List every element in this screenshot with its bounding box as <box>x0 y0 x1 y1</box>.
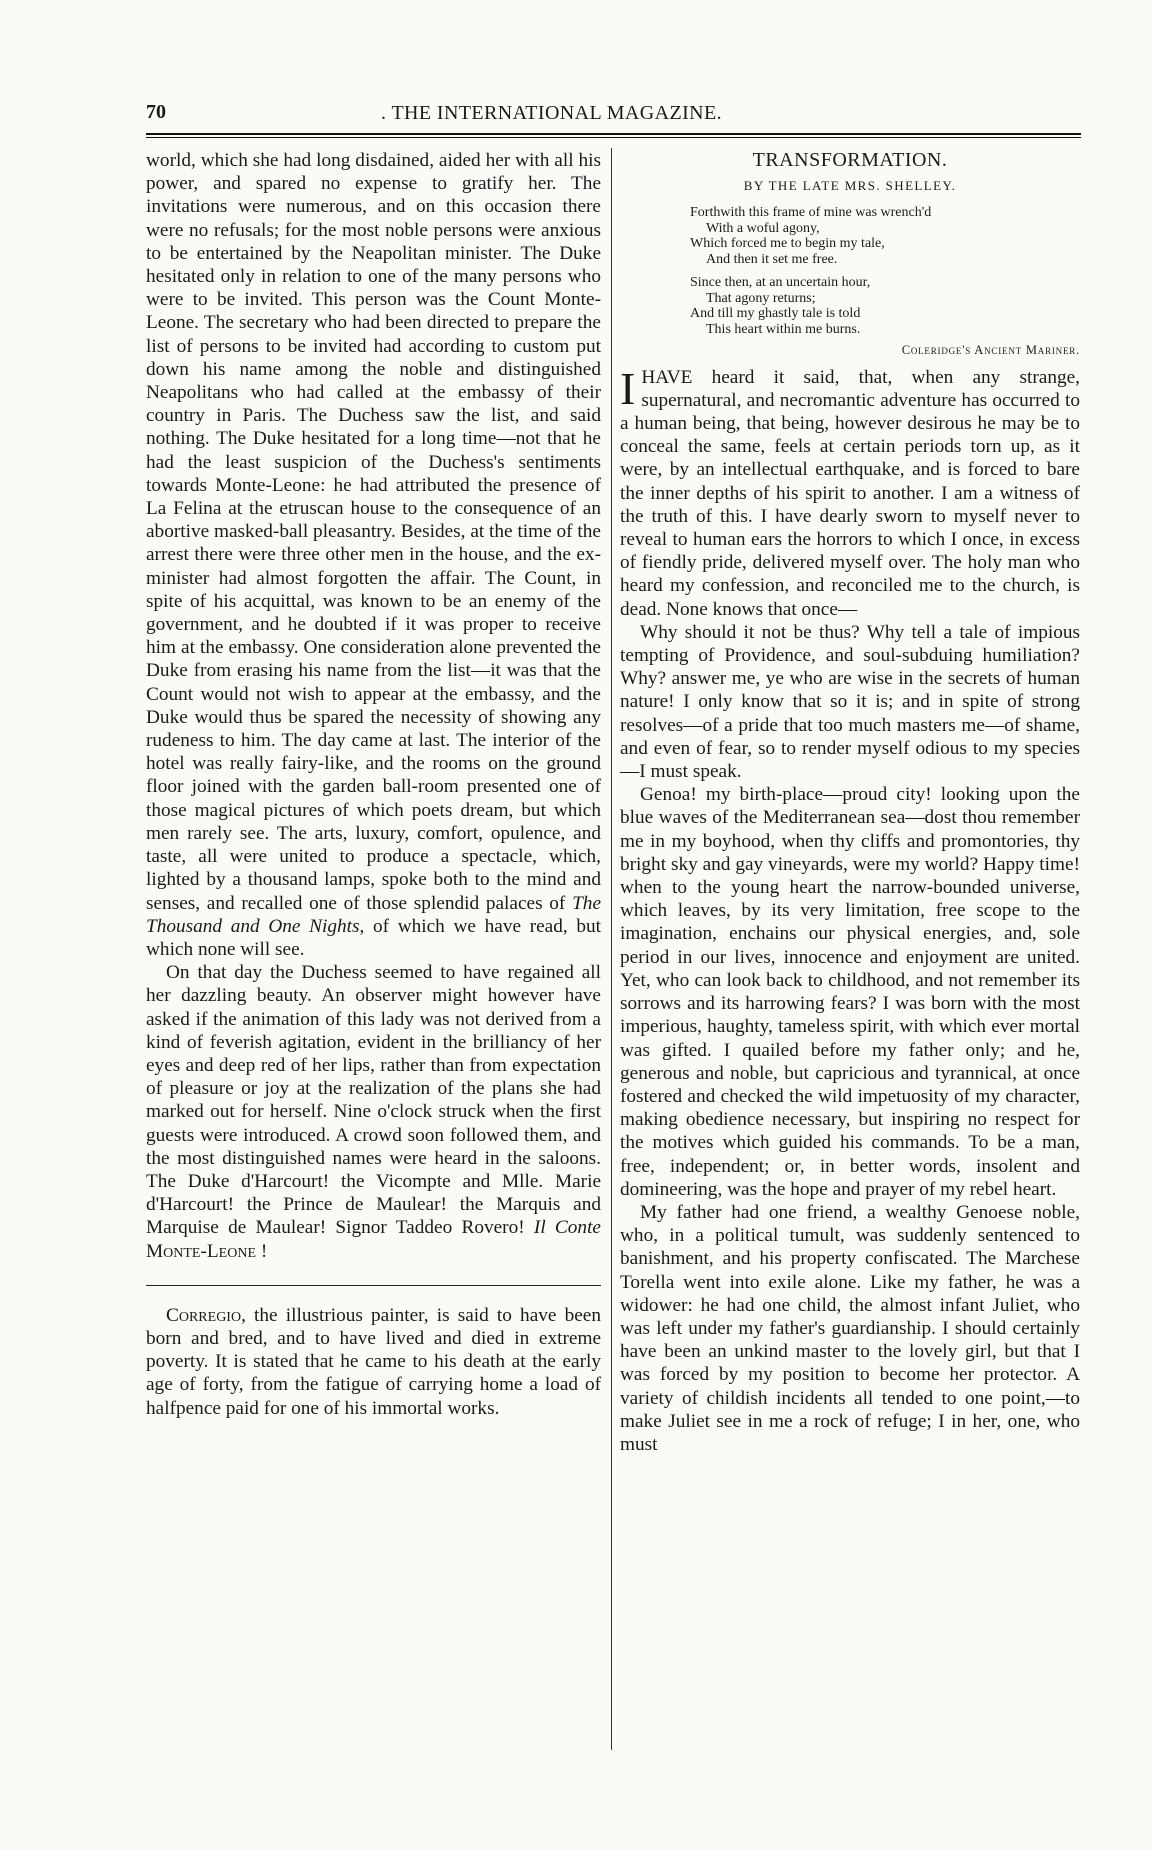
epigraph-line: And till my ghastly tale is told <box>690 306 861 322</box>
drop-cap: I <box>620 362 636 414</box>
closing-name: Monte-Leone <box>146 1240 256 1262</box>
right-paragraph-2: Why should it not be thus? Why tell a tale of impious tempting of Providence, and soul-subduing humiliation? Why? answer me, ye who are wise in the secrets of human nature! I only know that so it is; and in spite of strong resolves—of a pride that too much masters me—of shame, and even of fear, so to render myself odious to my species—I must speak. <box>620 621 1080 783</box>
epigraph <box>690 205 1080 337</box>
running-title: . THE INTERNATIONAL MAGAZINE. <box>381 102 722 124</box>
epigraph-line: Forthwith this frame of mine was wrench'd <box>690 205 932 221</box>
epigraph-line: With a woful agony, <box>706 220 820 236</box>
right-paragraph-1: IHAVE heard it said, that, when any strange, supernatural, and necromantic adventure has occurred to a human being, that being, however desirous he may be to conceal the same, feels at certain periods torn up, as it were, by an intellectual earthquake, and is forced to bare the inner depths of his spirit to another. I am a witness of the truth of this. I have dearly sworn to myself never to reveal to human ears the horrors to which I once, in excess of fiendly pride, delivered myself over. The holy man who heard my confession, and reconciled me to the church, is dead. None knows that once— <box>620 362 1080 620</box>
epigraph-line: And then it set me free. <box>706 251 838 267</box>
right-paragraph-3: Genoa! my birth-place—proud city! looking upon the blue waves of the Mediterranean sea—dost thou remember me in my boyhood, when thy cliffs and promontories, thy bright sky and gay vineyards, were my world? Happy time! when to the young heart the narrow-bounded universe, which leaves, by its very limitation, free scope to the imagination, enchains our physical energies, and, sole period in our lives, innocence and enjoyment are united. Yet, who can look back to childhood, and not remember its sorrows and its harrowing fears? I was born with the most imperious, haughty, tameless spirit, with which ever mortal was gifted. I quailed before my father only; and he, generous and noble, but capricious and tyrannical, at once fostered and checked the wild impetuosity of my character, making obedience necessary, but inspiring no respect for the motives which guided his commands. To be a man, free, independent; or, in better words, insolent and domineering, was the hope and prayer of my rebel heart. <box>620 784 1080 1200</box>
right-column <box>620 149 1080 1456</box>
epigraph-line: Which forced me to begin my tale, <box>690 236 885 252</box>
page-number: 70 <box>146 101 166 123</box>
left-paragraph-1: world, which she had long disdained, aided her with all his power, and spared no expense to gratify her. The invitations were numerous, and on this occasion there were no refusals; for the most noble persons were anxious to be entertained by the Neapolitan minister. The Duke hesitated only in relation to one of the many persons who were to be invited. This person was the Count Monte-Leone. The secretary who had been directed to prepare the list of persons to be invited had according to custom put down his name among the noble and distinguished Neapolitans who had called at the embassy of their country in Paris. The Duchess saw the list, and said nothing. The Duke hesitated for a long time—not that he had the least suspicion of the Duchess's sentiments towards Monte-Leone: he had attributed the presence of La Felina at the etruscan house to the consequence of an abortive masked-ball pleasantry. Besides, at the time of the arrest there were three other men in the house, and the ex-minister had almost forgotten the affair. The Count, in spite of his acquittal, was known to be an enemy of the government, and he doubted if it was proper to receive him at the embassy. One consideration alone prevented the Duke from erasing his name from the list—it was that the Count would not wish to appear at the embassy, and the Duke would thus be spared the necessity of showing any rudeness to him. The day came at last. The interior of the hotel was really fairy-like, and the rooms on the ground floor joined with the garden ball-room presented one of those magical pictures of which poets dream, but which men rarely see. The arts, luxury, comfort, opulence, and taste, all were united to produce a spectacle, which, lighted by a thousand lamps, spoke both to the mind and senses, and recalled one of those splendid palaces of The Thousand and One Nights, of which we have read, but which none will see. <box>146 150 601 960</box>
column-divider <box>611 148 612 1750</box>
corregio-note: Corregio, the illustrious painter, is said to have been born and bred, and to have lived and died in extreme poverty. It is stated that he came to his death at the early age of forty, from the fatigue of carrying home a load of halfpence paid for one of his immortal works. <box>146 1304 601 1419</box>
closing-italic: Il Conte <box>533 1217 601 1239</box>
header-rule <box>146 133 1081 135</box>
page-header <box>146 101 1081 131</box>
note-separator <box>146 1285 601 1286</box>
left-column <box>146 149 601 1420</box>
right-paragraph-4: My father had one friend, a wealthy Genoese noble, who, in a political tumult, was suddenly sentenced to banishment, and his property confiscated. The Marchese Torella went into exile alone. Like my father, he was a widower: he had one child, the almost infant Juliet, who was left under my father's guardianship. I should certainly have been an unkind master to the lovely girl, but that I was forced by my position to become her protector. A variety of childish incidents all tended to one point,—to make Juliet see in me a rock of refuge; I in her, one, who must <box>620 1201 1080 1455</box>
epigraph-line: This heart within me burns. <box>706 321 861 337</box>
article-title: TRANSFORMATION. <box>752 149 948 171</box>
article-byline: BY THE LATE MRS. SHELLEY. <box>743 178 957 194</box>
italic-title: The Thousand and One Nights <box>146 892 601 937</box>
epigraph-line: Since then, at an uncertain hour, <box>690 275 871 291</box>
left-paragraph-2: On that day the Duchess seemed to have regained all her dazzling beauty. An observer might however have asked if the animation of this lady was not derived from a kind of feverish agitation, evident in the brilliancy of her eyes and deep red of her lips, rather than from expectation of pleasure or joy at the realization of the plans she had marked out for herself. Nine o'clock struck when the first guests were introduced. A crowd soon followed them, and the most distinguished names were heard in the saloons. The Duke d'Harcourt! the Vicompte and Mlle. Marie d'Harcourt! the Prince de Maulear! the Marquis and Marquise de Maulear! Signor Taddeo Rovero! Il Conte Monte-Leone ! <box>146 962 601 1262</box>
epigraph-attribution: Coleridge's Ancient Mariner. <box>901 343 1080 358</box>
epigraph-line: That agony returns; <box>706 290 816 306</box>
note-name: Corregio <box>166 1304 242 1326</box>
header-rule-thin <box>146 137 1081 138</box>
